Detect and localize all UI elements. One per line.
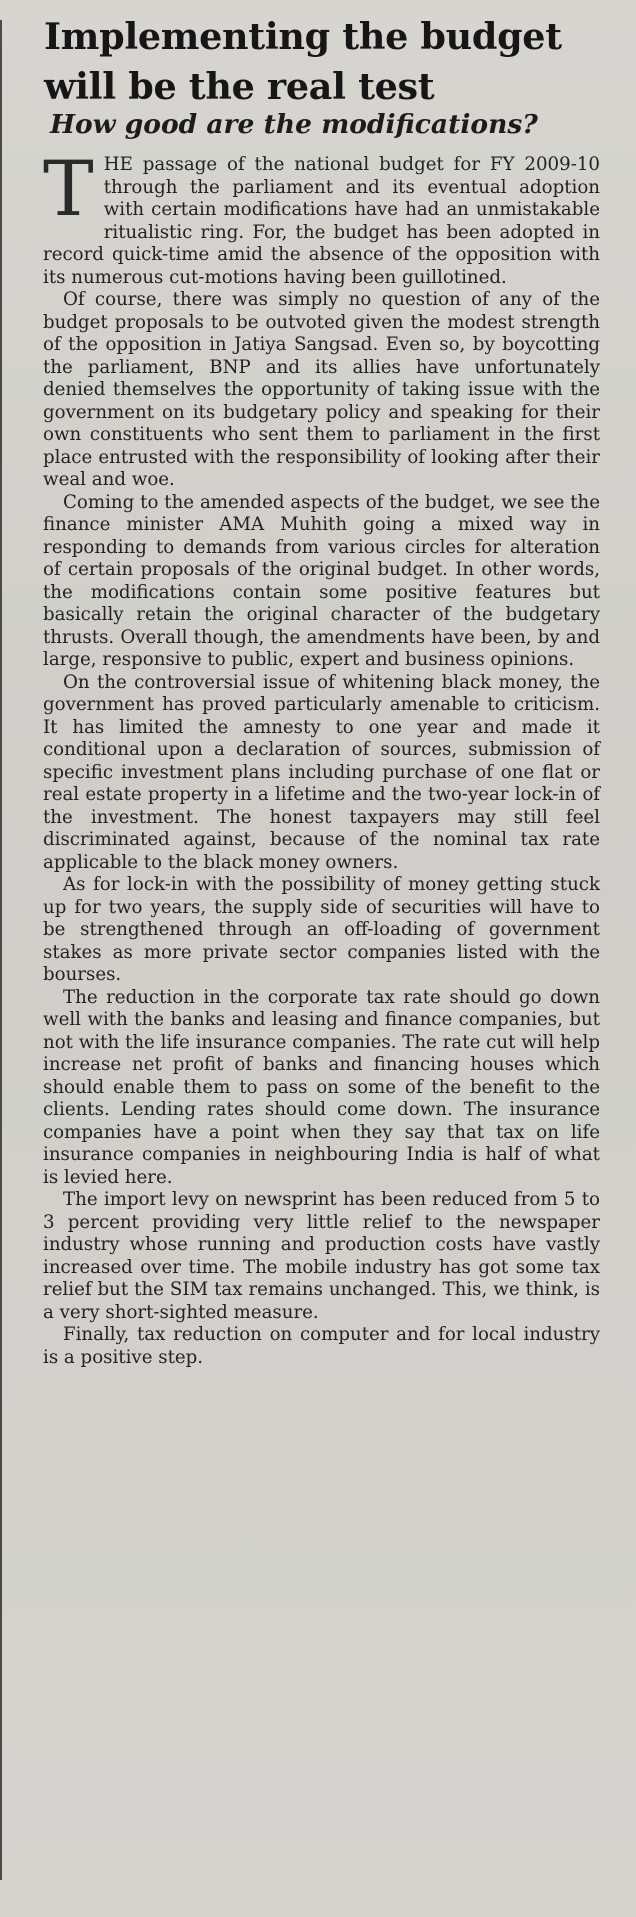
paragraph-1 [43, 144, 600, 289]
paragraph-2: Of course, there was simply no question of any of the budget proposals to be outvoted given the modest strength of the opposition in Jatiya Sangsad. Even so, by boycotting the parliament, BNP and its allies have unfortunately denied themselves the opportunity of taking issue with the government on its budgetary policy and speaking for their own constituents who sent them to parliament in the first place entrusted with the responsibility of looking after their weal and woe. [43, 289, 600, 490]
article-body [43, 144, 600, 1369]
paragraph-3: Coming to the amended aspects of the budget, we see the finance minister AMA Muhith going a mixed way in responding to demands from various circles for alteration of certain proposals of the original budget. In other words, the modifications contain some positive features but basically retain the original character of the budgetary thrusts. Overall though, the amendments have been, by and large, responsive to public, expert and business opinions. [43, 491, 600, 670]
column-rule [0, 20, 2, 1880]
paragraph-1-text: HE passage of the national budget for FY 2009-10 through the parliament and its eventual adoption with certain modifications have had an unmistakable ritualistic ring. For, the budget has been adopted in record quick-time amid the absence of the opposition with its numerous cut-motions having been guillotined. [43, 154, 600, 288]
paragraph-7: The import levy on newsprint has been reduced from 5 to 3 percent providing very little relief to the newspaper industry whose running and production costs have vastly increased over time. The mobile industry has got some tax relief but the SIM tax remains unchanged. This, we think, is a very short-sighted measure. [43, 1189, 600, 1323]
paragraph-8: Finally, tax reduction on computer and for local industry is a positive step. [43, 1324, 600, 1368]
headline: Implementing the budget will be the real test [44, 15, 562, 108]
paragraph-6: The reduction in the corporate tax rate should go down well with the banks and leasing and finance companies, but not with the life insurance companies. The rate cut will help increase net profit of banks and financing houses which should enable them to pass on some of the benefit to the clients. Lending rates should come down. The insurance companies have a point when they say that tax on life insurance companies in neighbouring India is half of what is levied here. [43, 986, 600, 1188]
paragraph-5: As for lock-in with the possibility of money getting stuck up for two years, the supply side of securities will have to be strengthened through an off-loading of government stakes as more private sector companies listed with the bourses. [43, 874, 600, 985]
subheadline: How good are the modifications? [50, 109, 538, 140]
paragraph-4: On the controversial issue of whitening black money, the government has proved particularly amenable to criticism. It has limited the amnesty to one year and made it conditional upon a declaration of sources, submission of specific investment plans including purchase of one flat or real estate property in a lifetime and the two-year lock-in of the investment. The honest taxpayers may still feel discriminated against, because of the nominal tax rate applicable to the black money owners. [43, 671, 600, 873]
drop-cap: T [43, 144, 94, 233]
